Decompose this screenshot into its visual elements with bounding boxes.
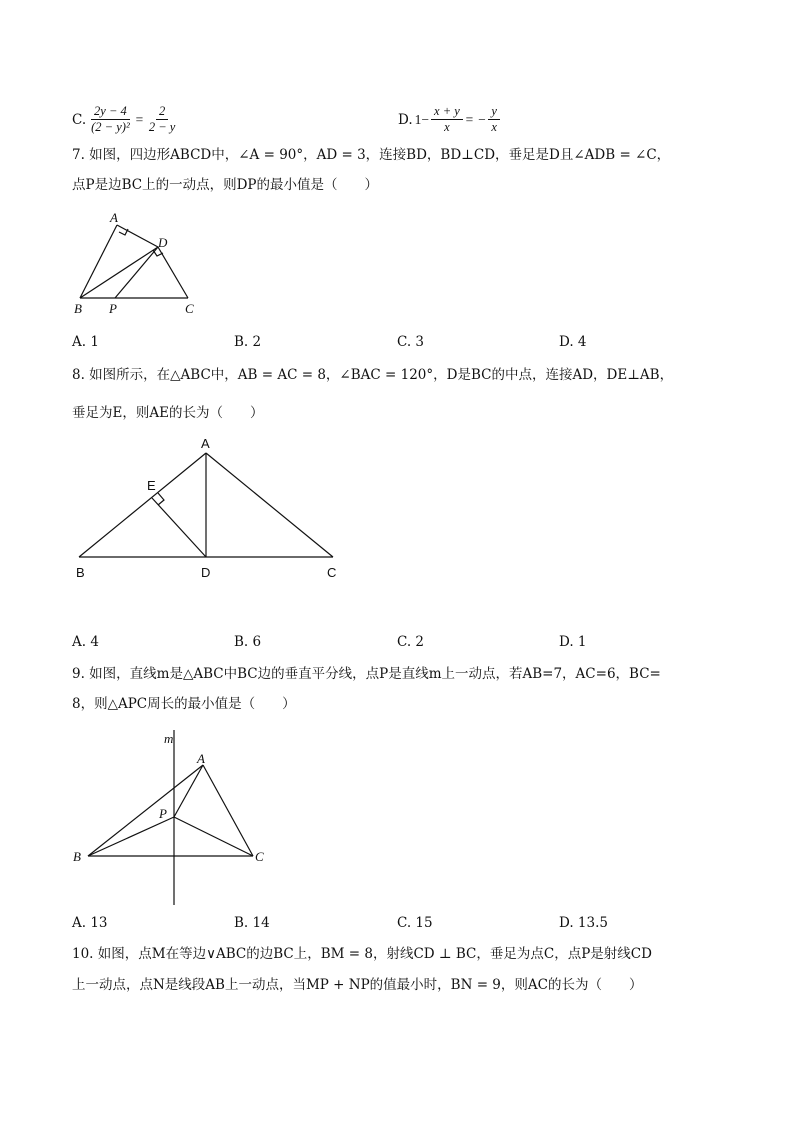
q8-option-c: C. 2: [397, 634, 425, 650]
q8-label-e: E: [147, 478, 156, 493]
q7-figure: [70, 205, 210, 320]
q9-segment-pa: [174, 765, 203, 817]
q8-option-b: B. 6: [234, 634, 262, 650]
q6-option-c-numerator: 2y − 4: [91, 104, 130, 120]
q8-right-angle-e: [158, 493, 164, 505]
q8-text-line1: 8. 如图所示，在△ABC中，AB = AC = 8，∠BAC = 120°，D是BC的中点，连接AD，DE⊥AB，: [72, 367, 674, 383]
q8-option-d: D. 1: [559, 634, 587, 650]
q9-label-p: P: [159, 806, 167, 821]
q7-label-b: B: [74, 301, 82, 316]
q6-option-d-one: 1−: [414, 111, 430, 127]
q8-segment-ac: [206, 453, 333, 557]
q7-option-c: C. 3: [397, 334, 425, 350]
q9-label-a: A: [197, 751, 205, 766]
q8-label-b: B: [76, 565, 85, 580]
q9-option-c: C. 15: [397, 915, 433, 931]
q7-option-d: D. 4: [559, 334, 587, 350]
q6-option-c-fraction-left: [88, 104, 133, 135]
q7-label-a: A: [110, 210, 118, 225]
q7-text-line1: 7. 如图，四边形ABCD中，∠A = 90°，AD = 3，连接BD，BD⊥CD，垂足是D且∠ADB = ∠C，: [72, 147, 671, 163]
q8-segment-ab: [79, 453, 206, 557]
q7-option-a: A. 1: [72, 334, 99, 350]
q7-option-b: B. 2: [234, 334, 262, 350]
q7-segment-ad: [117, 225, 158, 247]
q7-label-c: C: [185, 301, 194, 316]
q8-label-c: C: [327, 565, 337, 580]
q6-option-d-right-numerator: y: [488, 104, 500, 120]
q6-option-c-label: C.: [72, 111, 87, 128]
q8-figure: [70, 432, 350, 582]
q7-segment-dc: [158, 247, 188, 298]
q6-option-c-denominator: (2 − y)²: [91, 120, 130, 134]
q7-label-p: P: [109, 301, 117, 316]
q6-option-d-fraction-right: [488, 104, 500, 135]
q7-label-d: D: [158, 235, 168, 250]
q9-label-m: m: [164, 731, 174, 746]
q9-text-line1: 9. 如图，直线m是△ABC中BC边的垂直平分线，点P是直线m上一动点，若AB=7，AC=6，BC=: [72, 666, 661, 682]
q6-option-d-equals: = −: [464, 111, 487, 127]
q9-segment-ac: [203, 765, 253, 856]
q6-option-c-right-numerator: 2: [156, 104, 168, 120]
q6-option-d-right-denominator: x: [491, 120, 497, 134]
q8-text-line2: 垂足为E，则AE的长为（ ）: [72, 405, 264, 421]
q9-segment-bp: [88, 817, 174, 856]
q10-text-line2: 上一动点，点N是线段AB上一动点，当MP + NP的值最小时，BN = 9，则AC的长为（ ）: [72, 977, 643, 993]
q10-text-line1: 10. 如图，点M在等边∨ABC的边BC上，BM = 8，射线CD ⊥ BC，垂足为点C，点P是射线CD: [72, 946, 652, 962]
q7-text-line2: 点P是边BC上的一动点，则DP的最小值是（ ）: [72, 177, 378, 193]
q9-option-b: B. 14: [234, 915, 270, 931]
q9-segment-pc: [174, 817, 253, 856]
q9-option-d: D. 13.5: [559, 915, 608, 931]
q8-segment-de: [152, 498, 206, 557]
q9-option-a: A. 13: [72, 915, 108, 931]
q8-label-d: D: [201, 565, 211, 580]
q6-option-c: [72, 104, 178, 135]
q6-option-d-denominator: x: [444, 120, 450, 134]
q6-option-c-right-denominator: 2 − y: [148, 120, 176, 134]
q9-text-line2: 8，则△APC周长的最小值是（ ）: [72, 696, 296, 712]
q8-option-a: A. 4: [72, 634, 99, 650]
q9-figure: [70, 725, 280, 910]
q9-segment-ab: [88, 765, 203, 856]
q6-option-d-fraction-left: [431, 104, 463, 135]
q9-label-c: C: [255, 849, 264, 864]
q9-label-b: B: [73, 849, 81, 864]
q7-segment-bd: [80, 247, 158, 298]
q7-segment-dp: [115, 247, 158, 298]
q6-option-c-equals: =: [134, 111, 144, 127]
q6-option-d: [398, 104, 500, 135]
q7-segment-ab: [80, 225, 117, 298]
q6-option-c-fraction-right: [146, 104, 178, 135]
q6-option-d-numerator: x + y: [431, 104, 463, 120]
q8-label-a: A: [201, 436, 210, 451]
q6-option-d-label: D.: [398, 111, 413, 128]
